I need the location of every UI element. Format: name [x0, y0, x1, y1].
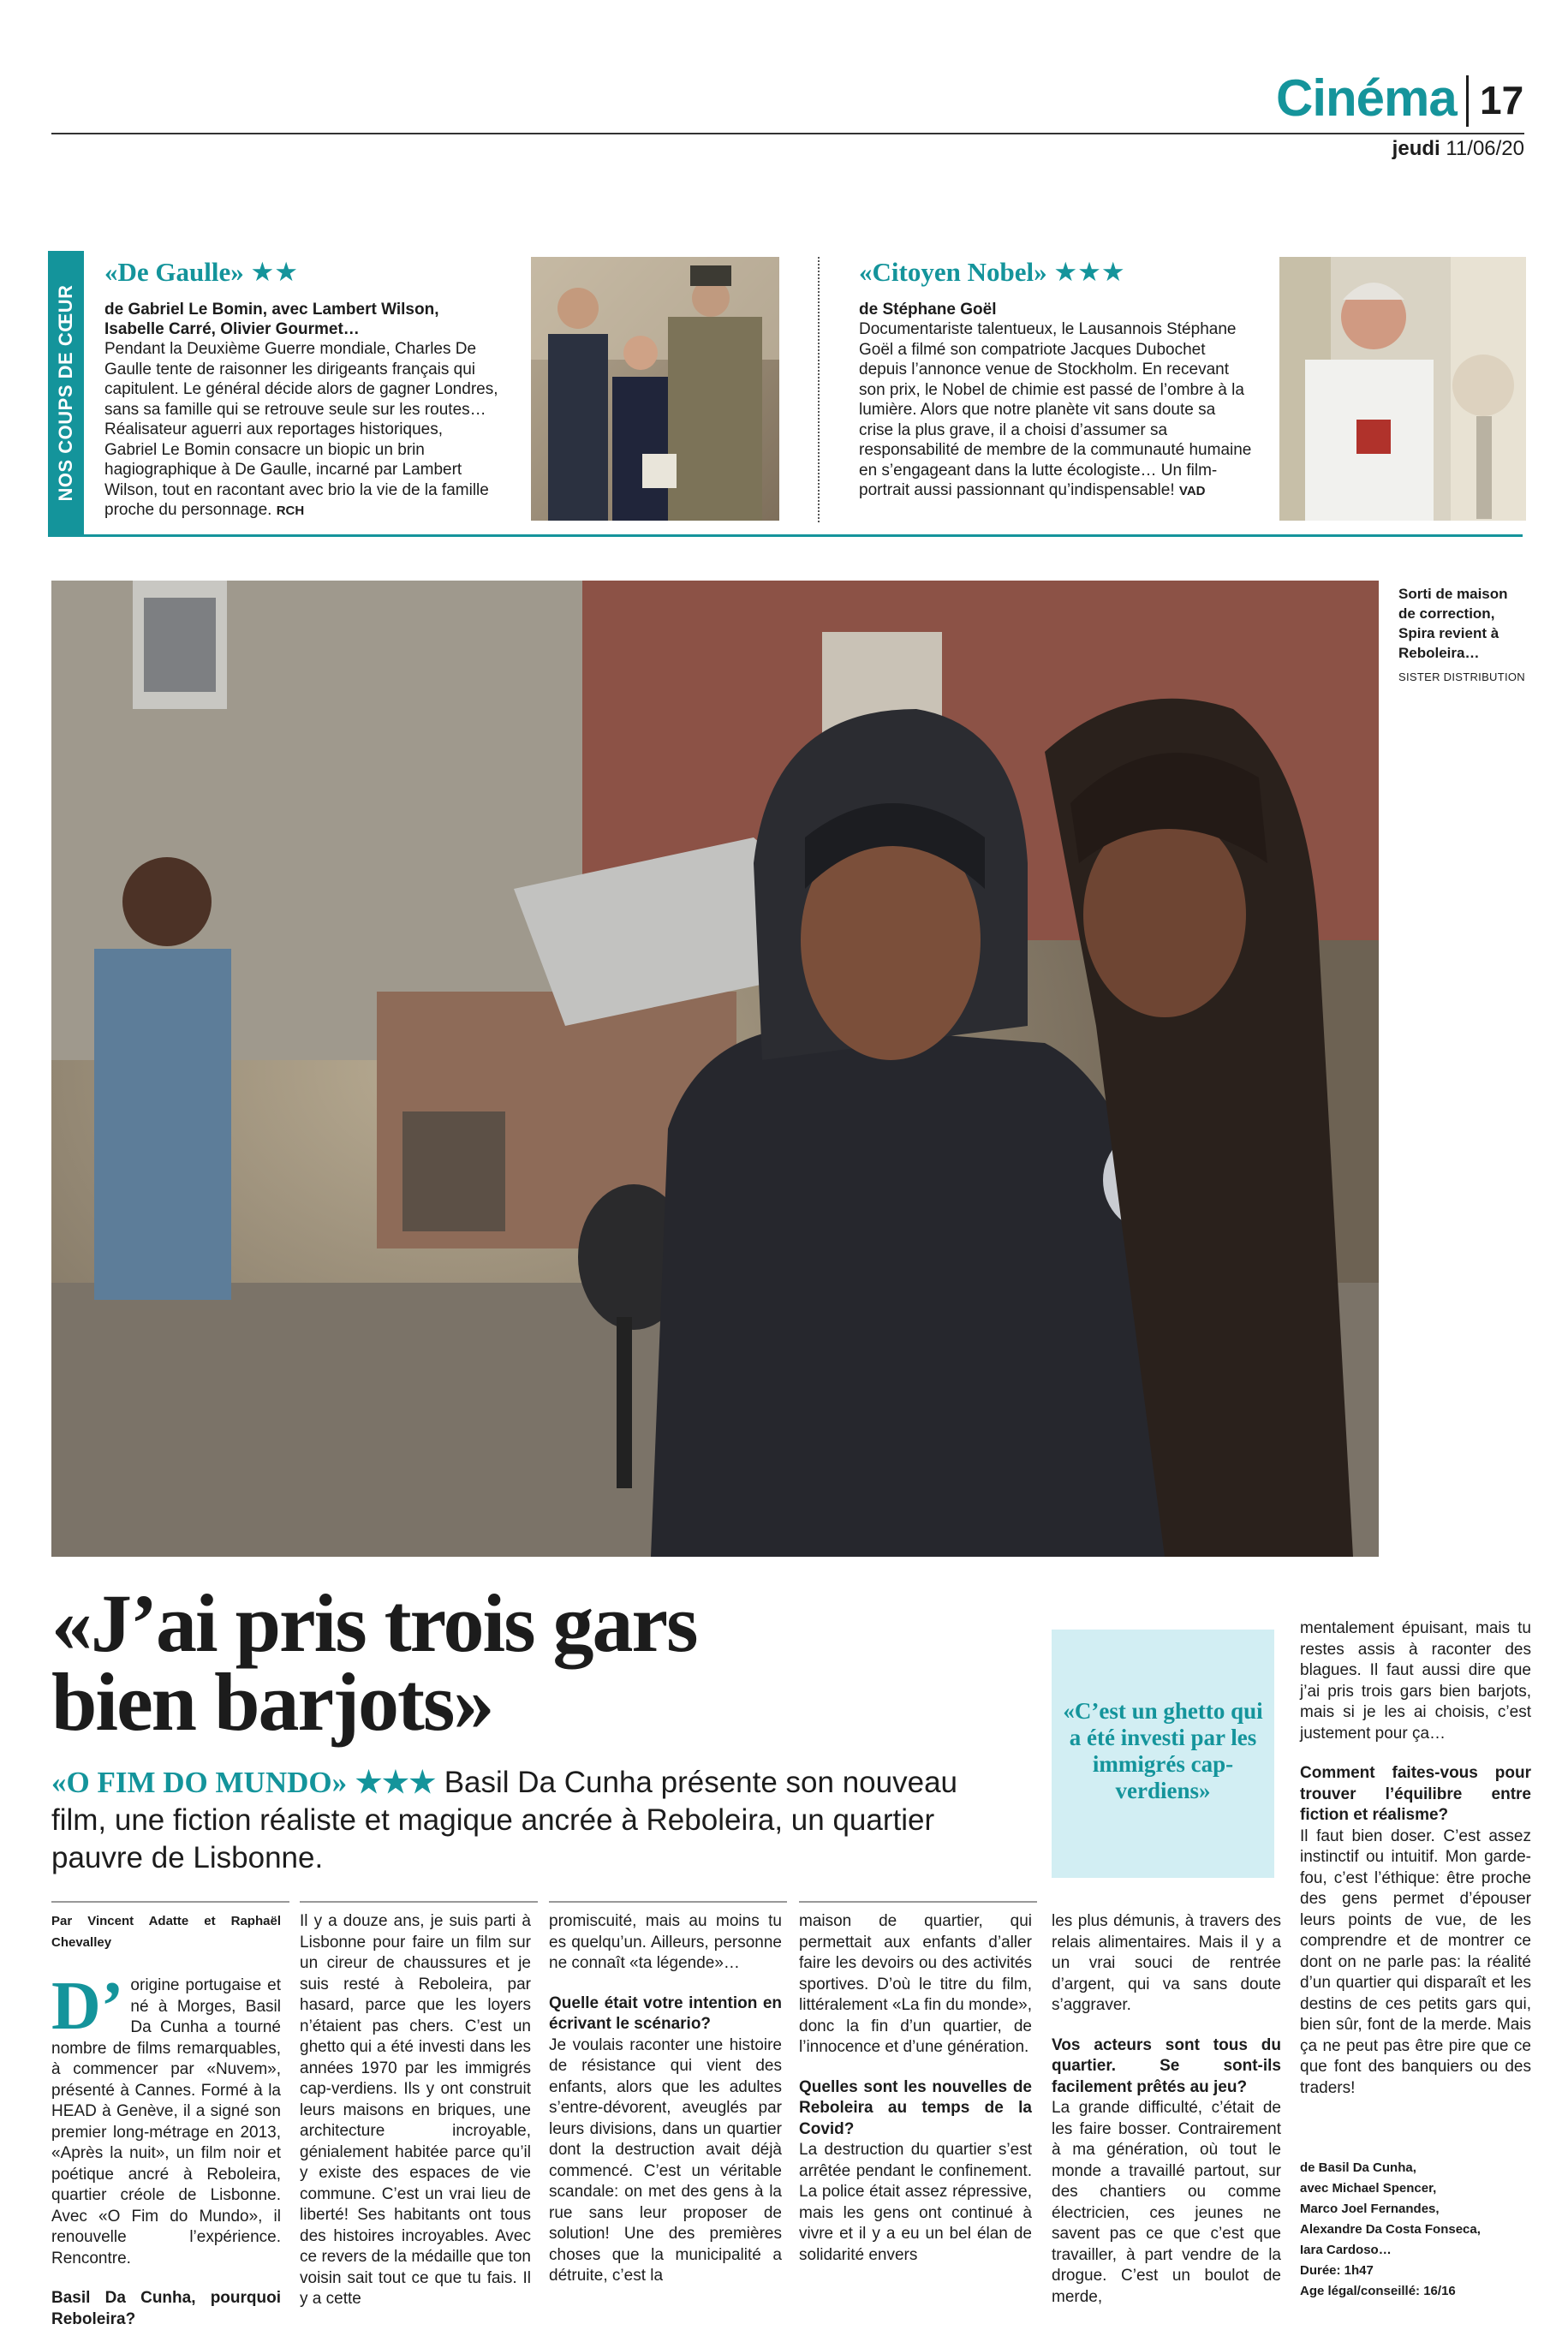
date-value: 11/06/20 [1446, 137, 1524, 160]
interview-question: Vos acteurs sont tous du quartier. Se sont-ils facilement prêtés au jeu? [1052, 2035, 1281, 2096]
issue-date [1370, 137, 1524, 161]
pull-quote-box [1052, 1630, 1274, 1878]
date-day: jeudi [1392, 137, 1440, 160]
interview-question: Basil Da Cunha, pourquoi Reboleira? [51, 2289, 281, 2328]
citoyen-nobel-photo [1279, 257, 1526, 521]
headline-line-2: bien barjots» [51, 1656, 493, 1748]
credit-line: de Basil Da Cunha, [1300, 2160, 1416, 2175]
byline: Par Vincent Adatte et Raphaël Chevalley [51, 1914, 281, 1950]
review-signature: VAD [1178, 484, 1206, 498]
citoyen-nobel-still-image [1279, 257, 1526, 521]
photo-credit: SISTER DISTRIBUTION [1398, 670, 1525, 683]
de-gaulle-photo [531, 257, 779, 521]
article-column-1 [51, 1911, 281, 2330]
review-citoyen-nobel [859, 257, 1253, 502]
article-column-6 [1300, 1618, 1531, 2099]
star-rating: ★★ [250, 257, 299, 287]
article-headline [51, 1577, 1036, 1748]
film-star-rating: ★★★ [355, 1766, 436, 1799]
article-column-2 [300, 1911, 531, 2310]
review-title [859, 257, 1253, 288]
o-fim-do-mundo-still-image [51, 581, 1379, 1557]
column-rule [300, 1901, 538, 1903]
credit-line: Iara Cardoso… [1300, 2243, 1392, 2257]
de-gaulle-still-image [531, 257, 779, 521]
column-rule [51, 1901, 289, 1903]
intro-text: origine portugaise et né à Morges, Basil Da Cunha a tourné nombre de films remarquables, à commencer par «Nuvem», présenté à Cannes. Formé à la HEAD à Genève, il a signé son premier long-métrage en 2013, «Après la nuit», un film noir et poétique ancré à Reboleira, quartier créole de Lisbonne. Avec «O Fim do Mundo», il renouvelle l’expérience. Rencontre. [51, 1976, 281, 2267]
hero-caption: Sorti de maison de correction, Spira revient à Reboleira… [1398, 586, 1508, 661]
section-title: Cinéma [1276, 69, 1457, 127]
review-body-text: Pendant la Deuxième Guerre mondiale, Charles De Gaulle tente de raisonner les dirigeants français qui capitulent. Le général décide alors de gagner Londres, sans sa famille qui se retrouve seule sur les routes… Réalisateur aguerri aux reportages historiques, Gabriel Le Bomin consacre un biopic un brin hagiographique à De Gaulle, incarné par Lambert Wilson, tout en racontant avec brio la vie de la famille proche du personnage. [104, 340, 498, 519]
review-title [104, 257, 498, 288]
coups-de-coeur-ribbon [48, 251, 84, 535]
credit-line: Durée: 1h47 [1300, 2263, 1374, 2278]
review-body-text: Documentariste talentueux, le Lausannois Stéphane Goël a filmé son compatriote Jacques Dubochet depuis l’annonce venue de Stockholm. En recevant son prix, le Nobel de chimie est passé de l’ombre à la lumière. Alors que notre planète vit sans doute sa crise la plus grave, il a choisi d’assumer sa responsabilité de membre de la communauté humaine en s’engageant dans la lutte écologiste… Un film-portrait aussi passionnant qu’indispensable! [859, 320, 1252, 499]
answer-text: Je voulais raconter une histoire de résistance qui vient des enfants, alors que les adultes s’entre-dévorent, aveuglés par leurs divisions, dans un quartier dont la destruction avait déjà commencé. C’est un véritable scandale: on met des gens à la rue sans leur proposer de solution! Une des premières choses que la municipalité a détruite, c’est la [549, 2035, 782, 2285]
answer-text: promiscuité, mais au moins tu es quelqu’un. Ailleurs, personne ne connaît «ta légende»… [549, 1912, 782, 1972]
review-title-text: «De Gaulle» [104, 257, 244, 287]
review-title-text: «Citoyen Nobel» [859, 257, 1047, 287]
answer-text: maison de quartier, qui permettait aux enfants d’aller faire les devoirs ou des activités sportives. D’où le titre du film, littéralement «La fin du monde», donc la fin d’un quartier, de l’innocence et d’une génération. [799, 1912, 1032, 2056]
headline-line-1: «J’ai pris trois gars [51, 1577, 697, 1669]
review-credits: de Stéphane Goël [859, 301, 997, 319]
pull-quote: «C’est un ghetto qui a été investi par les immigrés cap-verdiens» [1063, 1698, 1263, 1803]
review-de-gaulle [104, 257, 498, 521]
review-body [859, 319, 1253, 502]
answer-text: La grande difficulté, c’était de les faire bosser. Contrairement à ma génération, où tout le monde a travaillé partout, sur des chantiers ou comme électricien, ces jeunes ne savent pas ce que c’est que travailler, à part vendre de la drogue. C’est un boulot de merde, [1052, 2099, 1281, 2306]
credit-line: avec Michael Spencer, [1300, 2181, 1437, 2196]
interview-question: Comment faites-vous pour trouver l’équilibre entre fiction et réalisme? [1300, 1764, 1531, 1824]
credit-line: Alexandre Da Costa Fonseca, [1300, 2222, 1481, 2237]
column-rule [549, 1901, 787, 1903]
header-rule [51, 133, 1524, 134]
review-credits: de Gabriel Le Bomin, avec Lambert Wilson, Isabelle Carré, Olivier Gourmet… [104, 301, 439, 338]
credit-line: Marco Joel Fernandes, [1300, 2202, 1440, 2216]
intro-paragraph [51, 1969, 281, 2269]
review-signature: RCH [276, 504, 305, 518]
article-column-5 [1052, 1911, 1281, 2308]
dropcap: D’ [51, 1969, 124, 2044]
article-column-3 [549, 1911, 782, 2287]
hero-photo [51, 581, 1379, 1557]
review-separator [818, 257, 820, 522]
header-divider [1466, 75, 1469, 127]
answer-text: les plus démunis, à travers des relais alimentaires. Mais il y a un vrai souci de rentrée d’argent, qui va sans doute s’aggraver. [1052, 1912, 1281, 2014]
film-title: «O FIM DO MUNDO» [51, 1766, 348, 1799]
answer-text: Il y a douze ans, je suis parti à Lisbonne pour faire un film sur un cireur de chaussures et je suis resté à Reboleira, par hasard, parce que les loyers n’étaient pas chers. C’est un ghetto qui a été investi dans les années 1970 par les immigrés cap-verdiens. Ils y ont construit leurs maisons en briques, une architecture incroyable, génialement habitée parce qu’il y existe des espaces de vie commune. C’est un vrai lieu de liberté! Ses habitants ont tous des histoires incroyables. Avec ce revers de la médaille que ton voisin sait tout ce que tu fais. Il y a cette [300, 1912, 531, 2308]
article-column-4 [799, 1911, 1032, 2266]
credit-line: Age légal/conseillé: 16/16 [1300, 2284, 1456, 2298]
ribbon-label: NOS COUPS DE CŒUR [55, 284, 76, 502]
interview-question: Quelles sont les nouvelles de Reboleira au temps de la Covid? [799, 2077, 1032, 2138]
interview-question: Quelle était votre intention en écrivant le scénario? [549, 1993, 782, 2033]
film-credits [1300, 2158, 1531, 2302]
review-body [104, 339, 498, 521]
answer-text: La destruction du quartier s’est arrêtée pendant le confinement. La police était assez répressive, mais les gens ont continué à vivre et il y a eu un bel élan de solidarité envers [799, 2141, 1032, 2264]
column-rule [799, 1901, 1037, 1903]
coups-de-coeur-rule [48, 534, 1523, 537]
lead-text: Basil Da Cunha présente son nouveau film, une fiction réaliste et magique ancrée à Reboleira, un quartier pauvre de Lisbonne. [51, 1766, 957, 1874]
page-number: 17 [1480, 78, 1524, 122]
article-lead [51, 1764, 959, 1877]
star-rating: ★★★ [1053, 257, 1125, 287]
answer-text: Il faut bien doser. C’est assez instinctif ou intuitif. Mon garde-fou, c’est l’éthique: être proche des gens permet d’épouser leurs points de vue, de les comprendre et de montrer ce dont on ne parle pas: la réalité d’un quartier qui disparaît et les destins de ces petits gars qui, bien sûr, font de la merde. Mais ça ne peut pas être pire que ce que font des banquiers ou des traders! [1300, 1826, 1531, 2097]
answer-text: mentalement épuisant, mais tu restes assis à raconter des blagues. Il faut aussi dire que j’ai pris trois gars bien barjots, mais si je les ai choisis, c’est justement pour ça… [1300, 1619, 1531, 1743]
